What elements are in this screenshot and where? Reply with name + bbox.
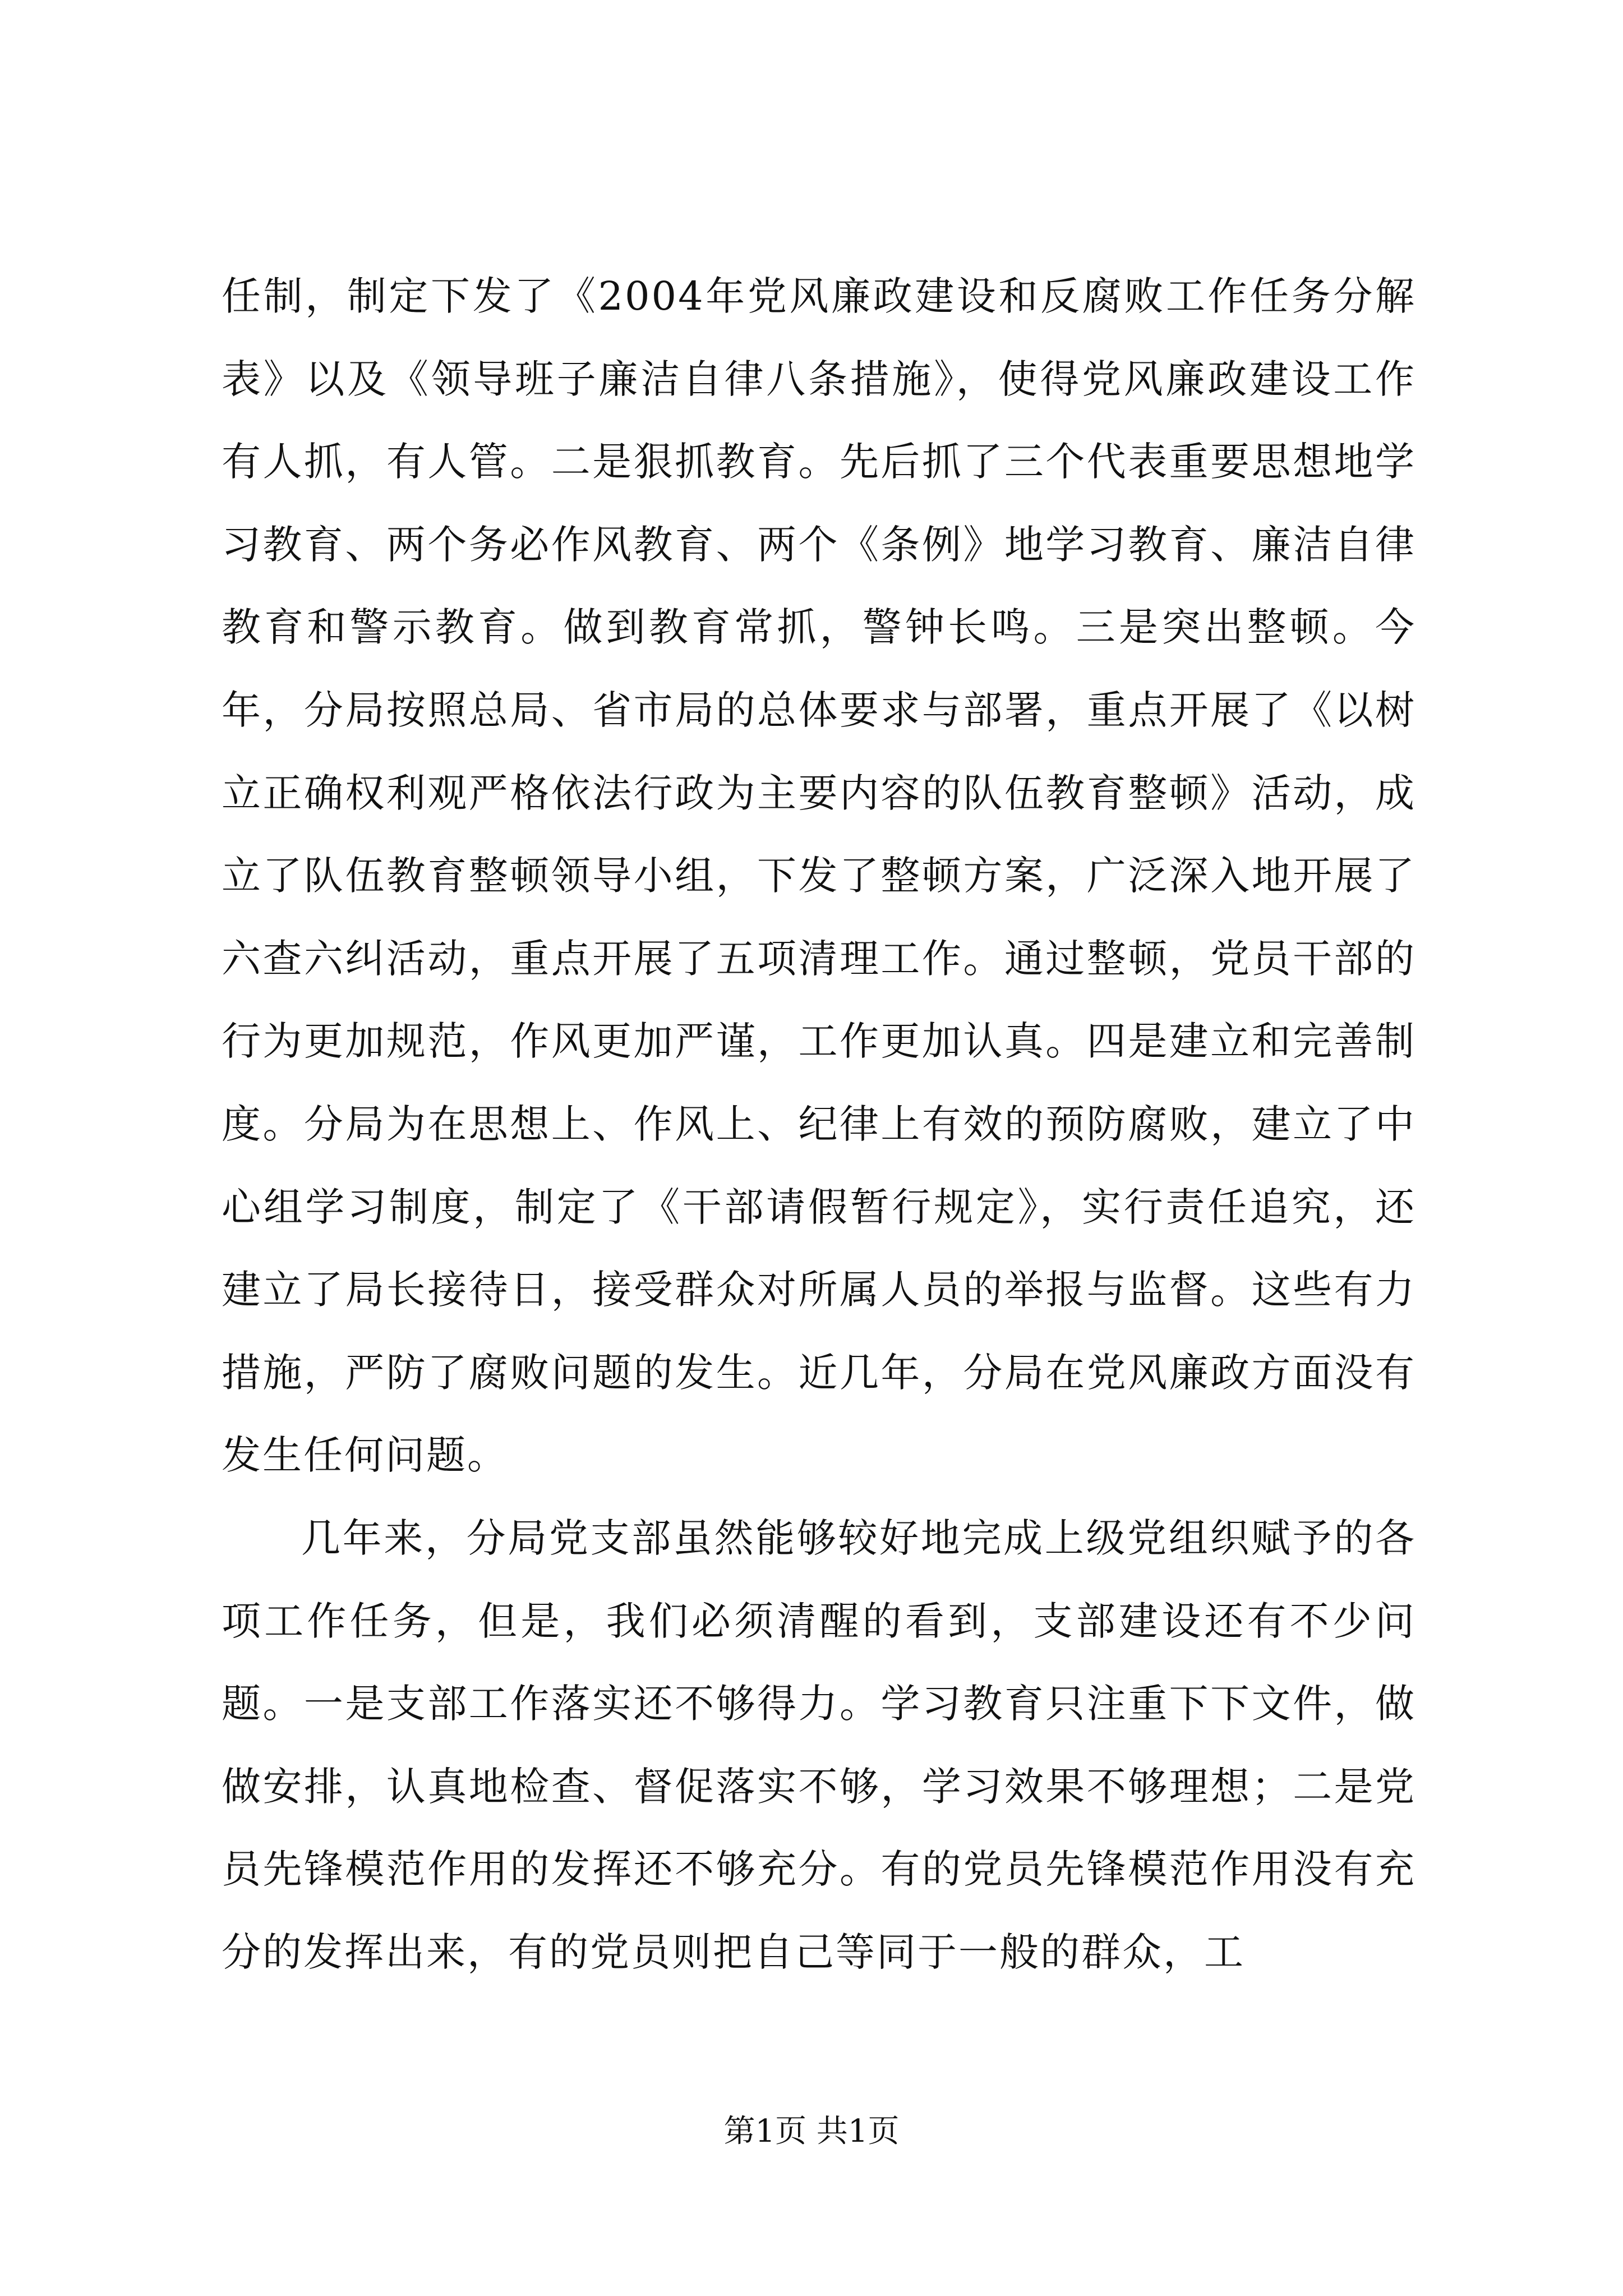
paragraph-1: 任制，制定下发了《2004年党风廉政建设和反腐败工作任务分解表》以及《领导班子廉洁自律八条措施》，使得党风廉政建设工作有人抓，有人管。二是狠抓教育。先后抓了三个代表重要思想地学习教育、两个务必作风教育、两个《条例》地学习教育、廉洁自律教育和警示教育。做到教育常抓，警钟长鸣。三是突出整顿。今年，分局按照总局、省市局的总体要求与部署，重点开展了《以树立正确权利观严格依法行政为主要内容的队伍教育整顿》活动，成立了队伍教育整顿领导小组，下发了整顿方案，广泛深入地开展了六查六纠活动，重点开展了五项清理工作。通过整顿，党员干部的行为更加规范，作风更加严谨，工作更加认真。四是建立和完善制度。分局为在思想上、作风上、纪律上有效的预防腐败，建立了中心组学习制度，制定了《干部请假暂行规定》，实行责任追究，还建立了局长接待日，接受群众对所属人员的举报与监督。这些有力措施，严防了腐败问题的发生。近几年，分局在党风廉政方面没有发生任何问题。 (222, 273, 1416, 1479)
page-footer: 第1页 共1页 (723, 2113, 900, 2150)
document-body (222, 255, 1416, 1994)
paragraph-2: 几年来，分局党支部虽然能够较好地完成上级党组织赋予的各项工作任务，但是，我们必须清醒的看到，支部建设还有不少问题。一是支部工作落实还不够得力。学习教育只注重下下文件，做做安排，认真地检查、督促落实不够，学习效果不够理想；二是党员先锋模范作用的发挥还不够充分。有的党员先锋模范作用没有充分的发挥出来，有的党员则把自己等同于一般的群众，工 (222, 1515, 1416, 1975)
